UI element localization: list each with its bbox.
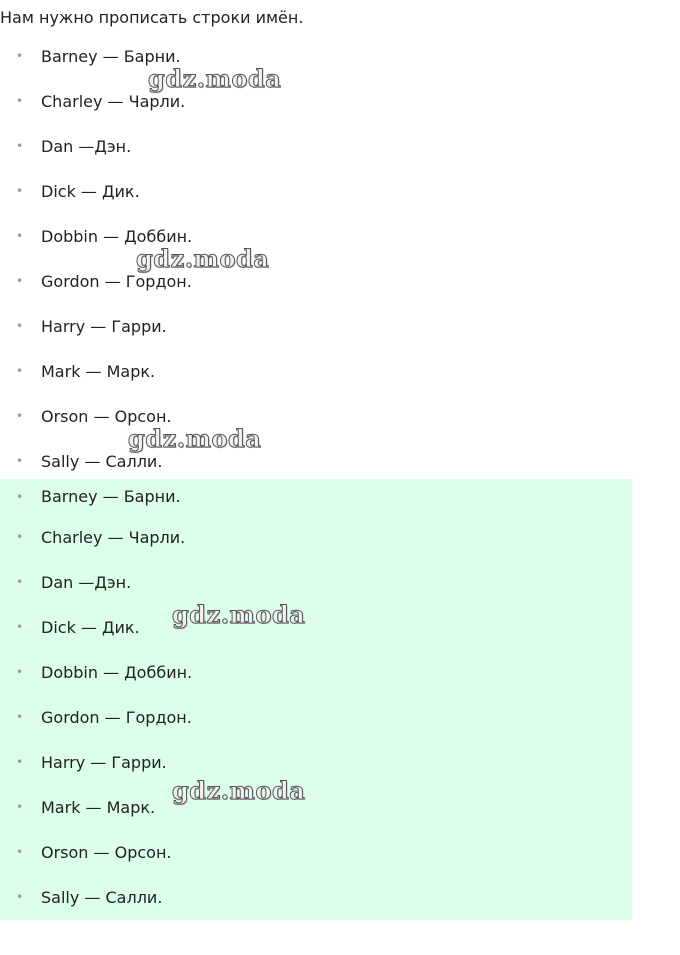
- list-item: [0, 560, 632, 605]
- bullet-icon: •: [16, 575, 24, 589]
- bullet-icon: •: [16, 94, 24, 108]
- name-pair: Dan —Дэн.: [41, 137, 132, 156]
- name-pair: Mark — Марк.: [41, 362, 156, 381]
- list-item: [0, 650, 632, 695]
- bullet-icon: •: [16, 490, 24, 504]
- name-pair: Dobbin — Доббин.: [41, 663, 193, 682]
- name-pair: Dick — Дик.: [41, 618, 140, 637]
- list-item: [0, 785, 632, 830]
- list-item: [0, 394, 632, 439]
- list-item: [0, 875, 632, 920]
- list-item: [0, 740, 632, 785]
- list-item: [0, 479, 632, 515]
- intro-text: Нам нужно прописать строки имён.: [0, 8, 304, 27]
- name-pair: Orson — Орсон.: [41, 843, 172, 862]
- list-item: [0, 259, 632, 304]
- list-item: [0, 169, 632, 214]
- name-pair: Charley — Чарли.: [41, 92, 186, 111]
- list-item: [0, 695, 632, 740]
- list-item: [0, 830, 632, 875]
- watermark: gdz.moda: [136, 244, 270, 273]
- watermark: gdz.moda: [128, 424, 262, 453]
- bullet-icon: •: [16, 620, 24, 634]
- bullet-icon: •: [16, 139, 24, 153]
- name-pair: Barney — Барни.: [41, 487, 181, 506]
- name-pair: Barney — Барни.: [41, 47, 181, 66]
- name-pair: Gordon — Гордон.: [41, 708, 192, 727]
- name-pair: Charley — Чарли.: [41, 528, 186, 547]
- name-pair: Gordon — Гордон.: [41, 272, 192, 291]
- list-item: [0, 34, 632, 79]
- bullet-icon: •: [16, 49, 24, 63]
- name-pair: Dick — Дик.: [41, 182, 140, 201]
- name-pair: Harry — Гарри.: [41, 317, 167, 336]
- name-pair: Mark — Марк.: [41, 798, 156, 817]
- bullet-icon: •: [16, 665, 24, 679]
- names-list: [0, 34, 632, 484]
- bullet-icon: •: [16, 710, 24, 724]
- list-item: [0, 124, 632, 169]
- list-item: [0, 79, 632, 124]
- watermark: gdz.moda: [148, 64, 282, 93]
- bullet-icon: •: [16, 229, 24, 243]
- name-pair: Orson — Орсон.: [41, 407, 172, 426]
- bullet-icon: •: [16, 755, 24, 769]
- name-pair: Sally — Салли.: [41, 888, 163, 907]
- bullet-icon: •: [16, 890, 24, 904]
- name-pair: Dobbin — Доббин.: [41, 227, 193, 246]
- name-pair: Harry — Гарри.: [41, 753, 167, 772]
- name-pair: Sally — Салли.: [41, 452, 163, 471]
- bullet-icon: •: [16, 530, 24, 544]
- highlighted-names-list: [0, 479, 632, 920]
- watermark: gdz.moda: [172, 776, 306, 805]
- bullet-icon: •: [16, 409, 24, 423]
- bullet-icon: •: [16, 800, 24, 814]
- list-item: [0, 214, 632, 259]
- name-pair: Dan —Дэн.: [41, 573, 132, 592]
- list-item: [0, 439, 632, 484]
- bullet-icon: •: [16, 319, 24, 333]
- bullet-icon: •: [16, 845, 24, 859]
- list-item: [0, 515, 632, 560]
- bullet-icon: •: [16, 184, 24, 198]
- watermark: gdz.moda: [172, 600, 306, 629]
- list-item: [0, 349, 632, 394]
- list-item: [0, 304, 632, 349]
- bullet-icon: •: [16, 454, 24, 468]
- bullet-icon: •: [16, 274, 24, 288]
- list-item: [0, 605, 632, 650]
- bullet-icon: •: [16, 364, 24, 378]
